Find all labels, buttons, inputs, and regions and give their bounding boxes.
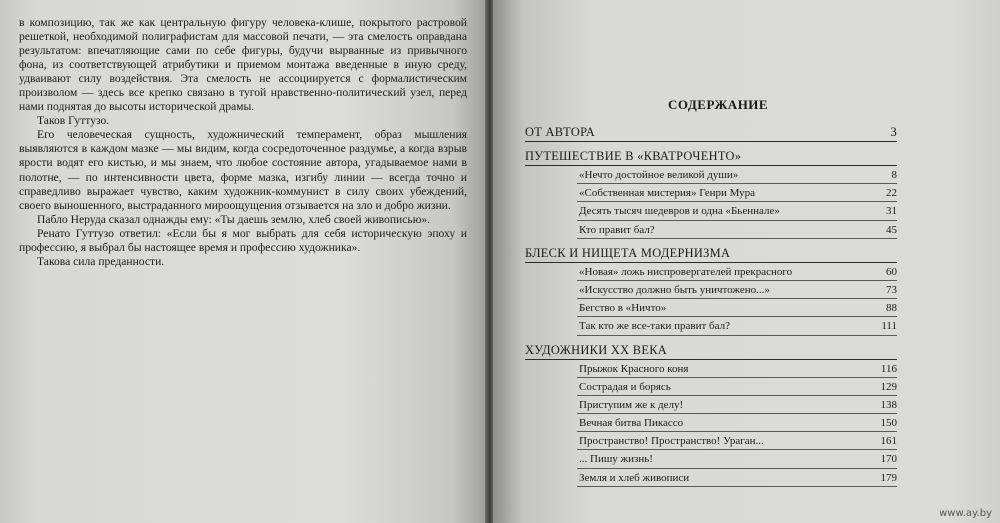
toc-section-title: БЛЕСК И НИЩЕТА МОДЕРНИЗМА <box>525 245 731 260</box>
toc-entry-label: Земля и хлеб живописи <box>579 471 690 484</box>
toc-entry <box>525 301 897 315</box>
toc-entry-divider <box>577 201 897 202</box>
toc-entry-label: Сострадая и борясь <box>579 380 671 393</box>
toc-entry-page: 45 <box>886 223 897 236</box>
toc-entry-page: 60 <box>886 265 897 278</box>
toc-title: СОДЕРЖАНИЕ <box>668 97 769 112</box>
toc-section-title: ПУТЕШЕСТВИЕ В «КВАТРОЧЕНТО» <box>525 149 742 163</box>
toc-entry <box>525 204 897 218</box>
toc-entry-page: 116 <box>880 362 897 375</box>
toc-entry-label: ... Пишу жизнь! <box>579 453 653 466</box>
toc-entry-label: «Искусство должно быть уничтожено...» <box>579 283 770 296</box>
toc-entry <box>525 398 897 412</box>
toc-entry <box>525 283 897 297</box>
body-paragraph: в композицию, так же как центральную фигуру человека-клише, покрытого растровой решеткой, необходимой полиграфистам для массовой печати, — эта смелость оправдана результатом: впечатляющие сами по себе фигуры, будучи вырванные из привычного фона, из соответствующей атрибутики и приемом монтажа введенные в иную среду, удваивают силу воздействия. Эта смелость не ассоциируется с формалистическим произволом — здесь все крепко связано в тугой нравственно-политический узел, перед нами поднятая до высоты исторической драмы. <box>19 16 467 114</box>
toc-entry-label: Приступим же к делу! <box>579 398 684 411</box>
toc-entry-label: Бегство в «Ничто» <box>579 302 667 315</box>
table-of-contents <box>525 120 897 489</box>
toc-entry-divider <box>577 298 897 299</box>
toc-entry-page: 161 <box>880 435 897 448</box>
toc-entry-divider <box>577 280 897 281</box>
toc-entry-divider <box>577 468 897 469</box>
toc-entry-divider <box>577 183 897 184</box>
toc-section-heading <box>525 245 897 261</box>
left-page <box>0 0 487 523</box>
toc-entry-label: «Собственная мистерия» Генри Мура <box>579 187 756 200</box>
toc-entry-page: 73 <box>886 283 897 296</box>
toc-entry-page: 111 <box>881 320 897 333</box>
toc-section-heading <box>525 124 897 140</box>
toc-entry-page: 31 <box>886 205 897 218</box>
toc-entry <box>525 168 897 182</box>
watermark: www.ay.by <box>939 508 992 519</box>
toc-entry-page: 129 <box>880 380 897 393</box>
toc-entry-page: 88 <box>886 302 897 315</box>
toc-entry-divider <box>577 486 897 487</box>
toc-entry <box>525 452 897 466</box>
toc-entry-label: «Новая» ложь ниспровергателей прекрасного <box>579 265 793 278</box>
toc-entry <box>525 319 897 333</box>
toc-entry-page: 22 <box>886 187 897 200</box>
toc-entry-divider <box>577 431 897 432</box>
toc-entry-divider <box>577 395 897 396</box>
toc-entry <box>525 380 897 394</box>
toc-entry <box>525 362 897 376</box>
toc-entry-divider <box>577 335 897 336</box>
toc-section-page: 3 <box>890 125 897 139</box>
toc-section-title: ХУДОЖНИКИ XX ВЕКА <box>525 342 668 357</box>
toc-entry-divider <box>577 377 897 378</box>
toc-divider <box>525 165 897 166</box>
toc-entry-label: Пространство! Пространство! Ураган... <box>579 435 764 448</box>
toc-section-title: ОТ АВТОРА <box>525 125 595 139</box>
toc-entry-label: Прыжок Красного коня <box>579 362 689 375</box>
toc-entry <box>525 434 897 448</box>
toc-entry-divider <box>577 449 897 450</box>
toc-entry-divider <box>577 220 897 221</box>
toc-section-heading <box>525 342 897 358</box>
toc-entry-divider <box>577 413 897 414</box>
toc-entry-label: Десять тысяч шедевров и одна «Бьеннале» <box>579 205 780 218</box>
toc-entry-page: 150 <box>880 417 897 430</box>
toc-entry <box>525 416 897 430</box>
toc-divider <box>525 141 897 142</box>
toc-entry-page: 138 <box>880 398 897 411</box>
toc-divider <box>525 262 897 263</box>
body-paragraph: Таков Гуттузо. <box>37 114 110 128</box>
toc-entry <box>525 186 897 200</box>
body-paragraph: Ренато Гуттузо ответил: «Если бы я мог выбрать для себя историческую эпоху и профессию, я выбрал бы настоящее время и профессию художника». <box>19 226 467 254</box>
toc-section-heading <box>525 148 897 164</box>
toc-entry-page: 8 <box>891 169 897 181</box>
toc-entry-label: Кто правит бал? <box>579 223 655 236</box>
toc-entry <box>525 471 897 485</box>
toc-divider <box>525 359 897 360</box>
toc-entry-label: «Нечто достойное великой души» <box>579 169 739 181</box>
left-page-text <box>19 16 467 269</box>
body-paragraph: Его человеческая сущность, художнический темперамент, образ мышления выявляются в каждом мазке — мы видим, когда сосредоточенное раздумье, а когда взрыв ярости водят его кистью, и мы знаем, что любое состояние автора, угадываемое нами в полотне, — по интенсивности цвета, форме мазка, изгибу линии — всегда точно и справедливо выражает чувство, каким художник-коммунист в силу своих убеждений, своего выношенного, выстраданного мироощущения отзывается на зло и добро жизни. <box>19 128 467 212</box>
toc-entry-page: 179 <box>880 471 897 484</box>
toc-entry <box>525 265 897 279</box>
toc-entry-divider <box>577 316 897 317</box>
toc-entry-divider <box>577 238 897 239</box>
body-paragraph: Такова сила преданности. <box>37 254 165 268</box>
toc-entry <box>525 223 897 237</box>
toc-entry-label: Так кто же все-таки правит бал? <box>579 320 730 333</box>
toc-entry-page: 170 <box>880 453 897 466</box>
body-paragraph: Пабло Неруда сказал однажды ему: «Ты даешь землю, хлеб своей живописью». <box>37 212 431 226</box>
toc-entry-label: Вечная битва Пикассо <box>579 417 684 430</box>
